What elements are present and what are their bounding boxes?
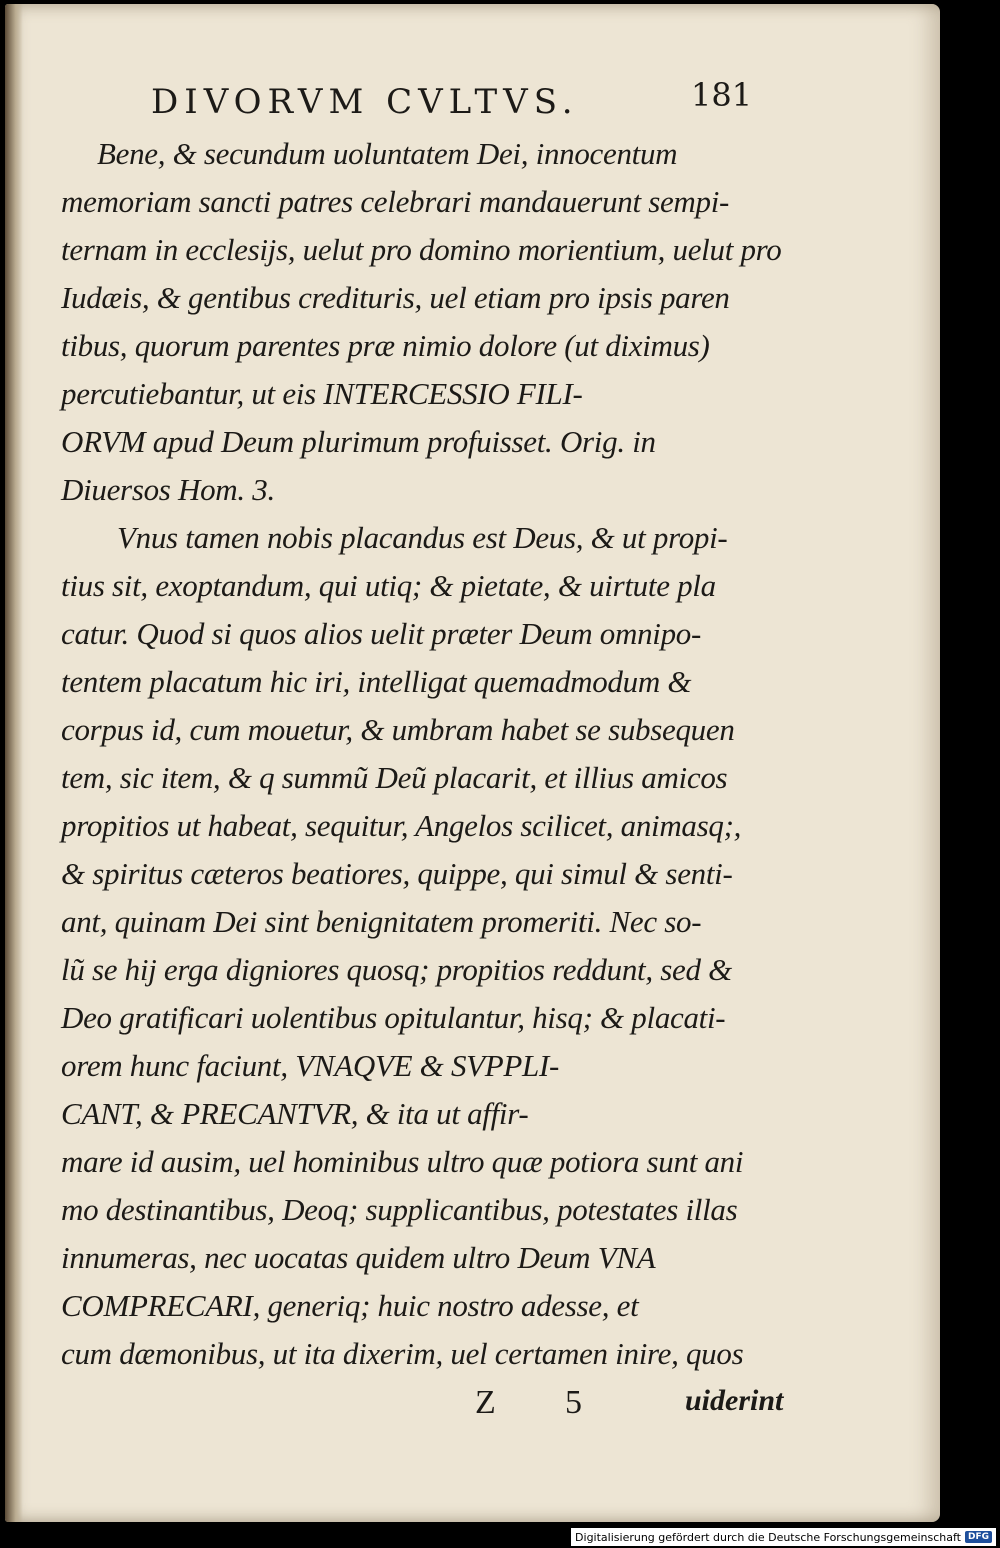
text-line: tem, sic item, & q summũ Deũ placarit, et illius amicos xyxy=(61,760,728,795)
text-line: ORVM apud Deum plurimum profuisset. Orig. in xyxy=(61,424,656,459)
text-line: ternam in ecclesijs, uelut pro domino morientium, uelut pro xyxy=(61,232,782,267)
text-line: CANT, & PRECANTVR, & ita ut affir- xyxy=(61,1096,529,1131)
signature-mark: Z xyxy=(475,1384,496,1421)
binding-gutter xyxy=(5,4,23,1522)
text-line: orem hunc faciunt, VNAQVE & SVPPLI- xyxy=(61,1048,560,1083)
dfg-logo: DFG xyxy=(965,1531,992,1543)
page-number: 181 xyxy=(691,76,753,114)
text-line: ant, quinam Dei sint benignitatem promeriti. Nec so- xyxy=(61,904,702,939)
text-line: Iudæis, & gentibus credituris, uel etiam pro ipsis paren xyxy=(61,280,730,315)
text-line: corpus id, cum mouetur, & umbram habet se subsequen xyxy=(61,712,735,747)
book-page xyxy=(5,4,940,1522)
text-line: tentem placatum hic iri, intelligat quemadmodum & xyxy=(61,664,692,699)
text-line: Diuersos Hom. 3. xyxy=(61,472,275,507)
credit-text: Digitalisierung gefördert durch die Deutsche Forschungsgemeinschaft xyxy=(575,1530,961,1544)
text-line: memoriam sancti patres celebrari mandauerunt sempi- xyxy=(61,184,730,219)
signature-number: 5 xyxy=(565,1384,582,1421)
text-line: innumeras, nec uocatas quidem ultro Deum VNA xyxy=(61,1240,656,1275)
catchword: uiderint xyxy=(685,1384,784,1417)
text-line: Bene, & secundum uoluntatem Dei, innocentum xyxy=(97,136,678,171)
text-line: tius sit, exoptandum, qui utiq; & pietate, & uirtute pla xyxy=(61,568,716,603)
text-line: cum dæmonibus, ut ita dixerim, uel certamen inire, quos xyxy=(61,1336,744,1371)
text-line: mare id ausim, uel hominibus ultro quæ potiora sunt ani xyxy=(61,1144,744,1179)
text-line: tibus, quorum parentes præ nimio dolore (ut diximus) xyxy=(61,328,710,363)
text-line: mo destinantibus, Deoq; supplicantibus, potestates illas xyxy=(61,1192,738,1227)
text-line: percutiebantur, ut eis INTERCESSIO FILI- xyxy=(61,376,583,411)
text-line: lũ se hij erga digniores quosq; propitios reddunt, sed & xyxy=(61,952,732,987)
digitization-credit xyxy=(571,1528,996,1546)
text-line: COMPRECARI, generiq; huic nostro adesse, et xyxy=(61,1288,639,1323)
text-line: catur. Quod si quos alios uelit præter Deum omnipo- xyxy=(61,616,701,651)
text-line: Vnus tamen nobis placandus est Deus, & ut propi- xyxy=(117,520,728,555)
text-line: propitios ut habeat, sequitur, Angelos scilicet, animasq;, xyxy=(61,808,742,843)
text-line: Deo gratificari uolentibus opitulantur, hisq; & placati- xyxy=(61,1000,726,1035)
running-head: DIVORVM CVLTVS. xyxy=(151,82,579,122)
text-line: & spiritus cæteros beatiores, quippe, qui simul & senti- xyxy=(61,856,733,891)
